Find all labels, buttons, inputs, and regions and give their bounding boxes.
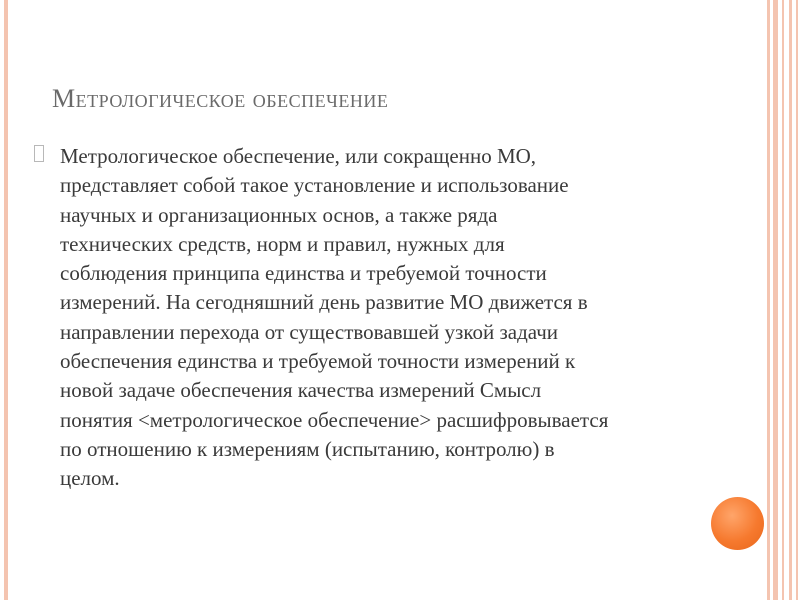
frame-line-right — [789, 0, 792, 600]
slide-body-text: Метрологическое обеспечение, или сокращенно МО, представляет собой такое установление и использование научных и организационных основ, а также ряда технических средств, норм и правил, нужных для соблюдения принципа единства и требуемой точности измерений. На сегодняшний день развитие МО движется в направлении перехода от существовавшей узкой задачи обеспечения единства и требуемой точности измерений к новой задаче обеспечения качества измерений Смысл понятия <метрологическое обеспечение> расшифровывается по отношению к измерениям (испытанию, контролю) в целом. — [60, 144, 609, 491]
frame-line-right — [796, 0, 798, 600]
frame-line-right — [782, 0, 784, 600]
frame-line-left — [4, 0, 8, 600]
decorative-circle — [711, 497, 764, 550]
frame-line-right — [773, 0, 778, 600]
slide-title: Метрологическое обеспечение — [52, 84, 389, 113]
bullet-box-icon — [34, 145, 44, 162]
